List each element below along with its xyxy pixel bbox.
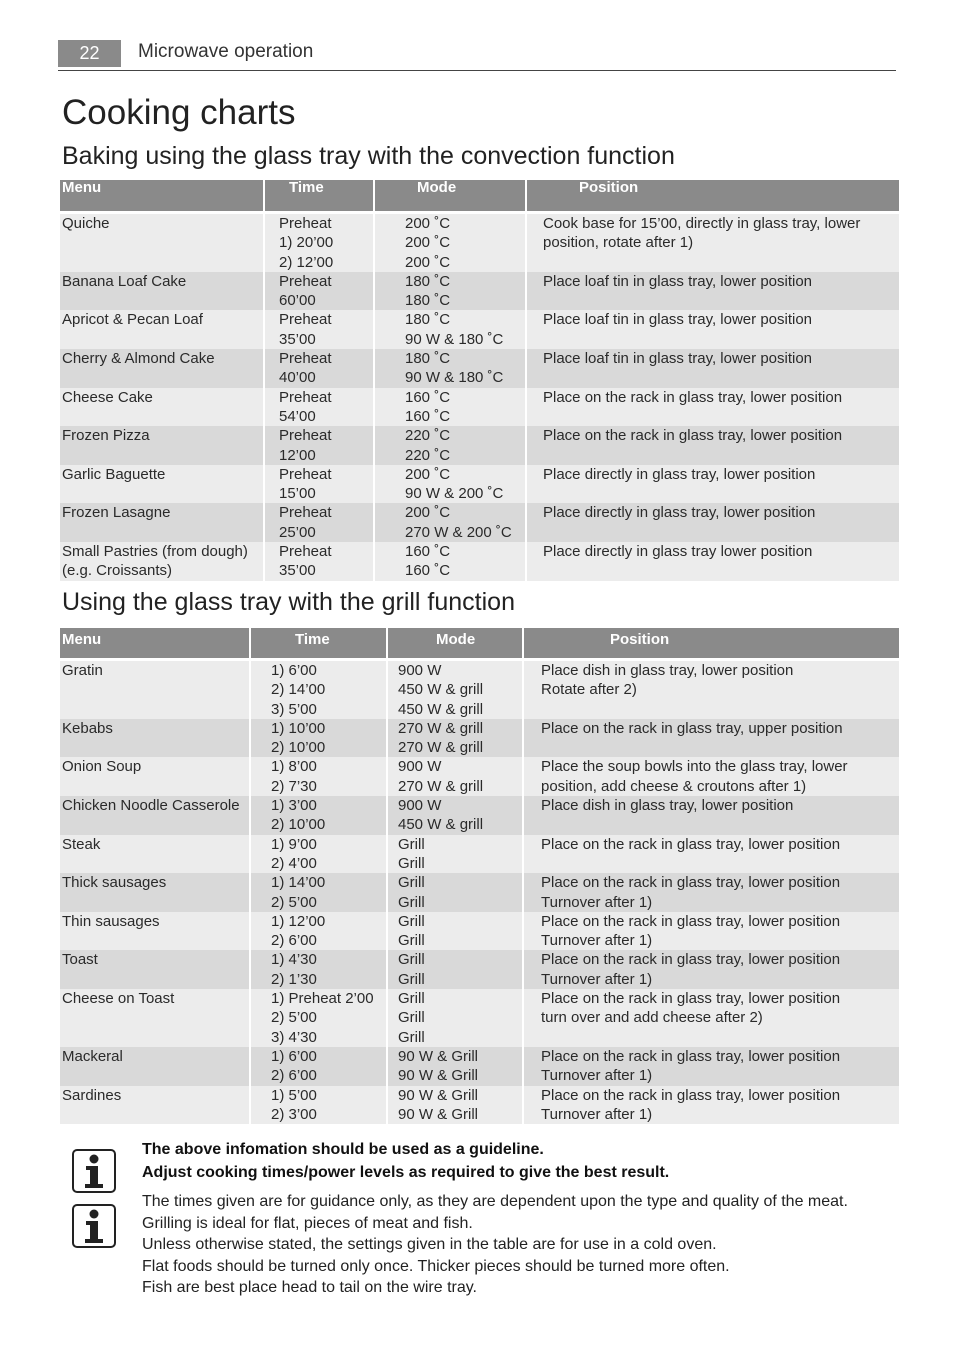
table-row [60,835,899,874]
cell-menu: Cheese Cake [60,388,264,427]
table-row [60,388,899,427]
table-row [60,1047,899,1086]
info-icon [72,1149,116,1193]
cell-mode: 900 W 450 W & grill 450 W & grill [387,660,523,719]
col-mode: Mode [387,628,523,660]
cell-mode: 160 ˚C 160 ˚C [374,542,526,581]
cell-time: Preheat 35’00 [264,542,374,581]
cell-menu: Chicken Noodle Casserole [60,796,250,835]
cell-mode: Grill Grill [387,950,523,989]
cell-position: Place loaf tin in glass tray, lower position [526,349,899,388]
grill-heading: Using the glass tray with the grill function [62,588,515,616]
notes [142,1191,848,1299]
cell-mode: 90 W & Grill 90 W & Grill [387,1047,523,1086]
cell-mode: 200 ˚C 200 ˚C 200 ˚C [374,213,526,272]
notice-line: Adjust cooking times/power levels as required to give the best result. [142,1164,670,1181]
cell-menu: Onion Soup [60,757,250,796]
cell-time: 1) 14’00 2) 5’00 [250,873,387,912]
table-row [60,796,899,835]
note-line: Grilling is ideal for flat, pieces of meat and fish. [142,1214,473,1232]
convection-table [60,180,899,581]
table-row [60,660,899,719]
col-time: Time [250,628,387,660]
cell-mode: 900 W 270 W & grill [387,757,523,796]
cell-position: Place directly in glass tray lower position [526,542,899,581]
info-icon [72,1204,116,1248]
cell-menu: Quiche [60,213,264,272]
notice-line: The above infomation should be used as a guideline. [142,1141,544,1158]
cell-time: 1) 4’30 2) 1’30 [250,950,387,989]
table-header-row [60,180,899,213]
cell-position: Place on the rack in glass tray, lower position Turnover after 1) [523,873,899,912]
grill-table [60,628,899,1124]
cell-menu: Cherry & Almond Cake [60,349,264,388]
col-menu: Menu [60,628,250,660]
cell-menu: Thick sausages [60,873,250,912]
cell-position: Place on the rack in glass tray, lower position Turnover after 1) [523,912,899,951]
table-row [60,310,899,349]
cell-time: Preheat 15’00 [264,465,374,504]
cell-menu: Garlic Baguette [60,465,264,504]
table-row [60,272,899,311]
cell-mode: 180 ˚C 180 ˚C [374,272,526,311]
cell-position: Place directly in glass tray, lower position [526,503,899,542]
cell-menu: Banana Loaf Cake [60,272,264,311]
cell-time: 1) 3’00 2) 10’00 [250,796,387,835]
col-time: Time [264,180,374,213]
cell-time: 1) 6’00 2) 6’00 [250,1047,387,1086]
col-mode: Mode [374,180,526,213]
cell-mode: 180 ˚C 90 W & 180 ˚C [374,349,526,388]
cell-mode: Grill Grill [387,835,523,874]
note-line: Fish are best place head to tail on the wire tray. [142,1279,477,1297]
cell-time: 1) Preheat 2’00 2) 5’00 3) 4’30 [250,989,387,1047]
cell-time: Preheat 25’00 [264,503,374,542]
cell-mode: Grill Grill [387,873,523,912]
table-row [60,503,899,542]
cell-time: 1) 5’00 2) 3’00 [250,1086,387,1125]
cell-position: Place loaf tin in glass tray, lower position [526,272,899,311]
table-row [60,426,899,465]
note-line: The times given are for guidance only, as they are dependent upon the type and quality of the meat. [142,1193,848,1210]
cell-menu: Frozen Pizza [60,426,264,465]
cell-menu: Mackeral [60,1047,250,1086]
cell-position: Place on the rack in glass tray, lower position [526,388,899,427]
table-row [60,465,899,504]
cell-time: 1) 8’00 2) 7’30 [250,757,387,796]
page-number: 22 [58,40,121,67]
cell-mode: 180 ˚C 90 W & 180 ˚C [374,310,526,349]
cell-position: Place on the rack in glass tray, lower position Turnover after 1) [523,950,899,989]
cell-time: Preheat 12’00 [264,426,374,465]
table-row [60,542,899,581]
cell-time: Preheat 1) 20’00 2) 12’00 [264,213,374,272]
convection-heading: Baking using the glass tray with the convection function [62,142,675,170]
cell-time: 1) 10’00 2) 10’00 [250,719,387,758]
cell-mode: 200 ˚C 270 W & 200 ˚C [374,503,526,542]
cell-menu: Sardines [60,1086,250,1125]
section-name: Microwave operation [138,41,314,62]
table-row [60,873,899,912]
cell-mode: 270 W & grill 270 W & grill [387,719,523,758]
page-header [58,40,896,71]
cell-time: Preheat 60’00 [264,272,374,311]
note-line: Unless otherwise stated, the settings given in the table are for use in a cold oven. [142,1236,717,1254]
table-row [60,349,899,388]
table-row [60,213,899,272]
cell-time: 1) 9’00 2) 4’00 [250,835,387,874]
table-header-row [60,628,899,660]
cell-time: Preheat 40’00 [264,349,374,388]
cell-mode: Grill Grill [387,912,523,951]
cell-position: Place on the rack in glass tray, upper position [523,719,899,758]
cell-menu: Small Pastries (from dough) (e.g. Croissants) [60,542,264,581]
col-position: Position [523,628,899,660]
cell-time: 1) 6’00 2) 14’00 3) 5’00 [250,660,387,719]
table-row [60,719,899,758]
cell-position: Place dish in glass tray, lower position Rotate after 2) [523,660,899,719]
cell-mode: 160 ˚C 160 ˚C [374,388,526,427]
cell-mode: 900 W 450 W & grill [387,796,523,835]
cell-menu: Cheese on Toast [60,989,250,1047]
cell-menu: Steak [60,835,250,874]
cell-menu: Thin sausages [60,912,250,951]
cell-mode: 200 ˚C 90 W & 200 ˚C [374,465,526,504]
cell-position: Place on the rack in glass tray, lower position turn over and add cheese after 2) [523,989,899,1047]
note-line: Flat foods should be turned only once. Thicker pieces should be turned more often. [142,1257,730,1275]
cell-menu: Toast [60,950,250,989]
cell-position: Cook base for 15’00, directly in glass tray, lower position, rotate after 1) [526,213,899,272]
page-title: Cooking charts [62,93,296,132]
table-row [60,757,899,796]
guideline-notice [142,1138,669,1184]
cell-menu: Kebabs [60,719,250,758]
col-menu: Menu [60,180,264,213]
table-row [60,1086,899,1125]
col-position: Position [526,180,899,213]
cell-position: Place on the rack in glass tray, lower position Turnover after 1) [523,1047,899,1086]
cell-mode: Grill Grill Grill [387,989,523,1047]
cell-time: 1) 12’00 2) 6’00 [250,912,387,951]
table-row [60,912,899,951]
cell-time: Preheat 35’00 [264,310,374,349]
cell-time: Preheat 54’00 [264,388,374,427]
cell-menu: Frozen Lasagne [60,503,264,542]
table-row [60,950,899,989]
cell-position: Place on the rack in glass tray, lower position Turnover after 1) [523,1086,899,1125]
table-row [60,989,899,1047]
cell-menu: Apricot & Pecan Loaf [60,310,264,349]
cell-position: Place on the rack in glass tray, lower position [526,426,899,465]
cell-position: Place the soup bowls into the glass tray, lower position, add cheese & croutons after 1) [523,757,899,796]
cell-mode: 90 W & Grill 90 W & Grill [387,1086,523,1125]
cell-position: Place directly in glass tray, lower position [526,465,899,504]
cell-position: Place loaf tin in glass tray, lower position [526,310,899,349]
cell-menu: Gratin [60,660,250,719]
cell-position: Place dish in glass tray, lower position [523,796,899,835]
cell-position: Place on the rack in glass tray, lower position [523,835,899,874]
cell-mode: 220 ˚C 220 ˚C [374,426,526,465]
